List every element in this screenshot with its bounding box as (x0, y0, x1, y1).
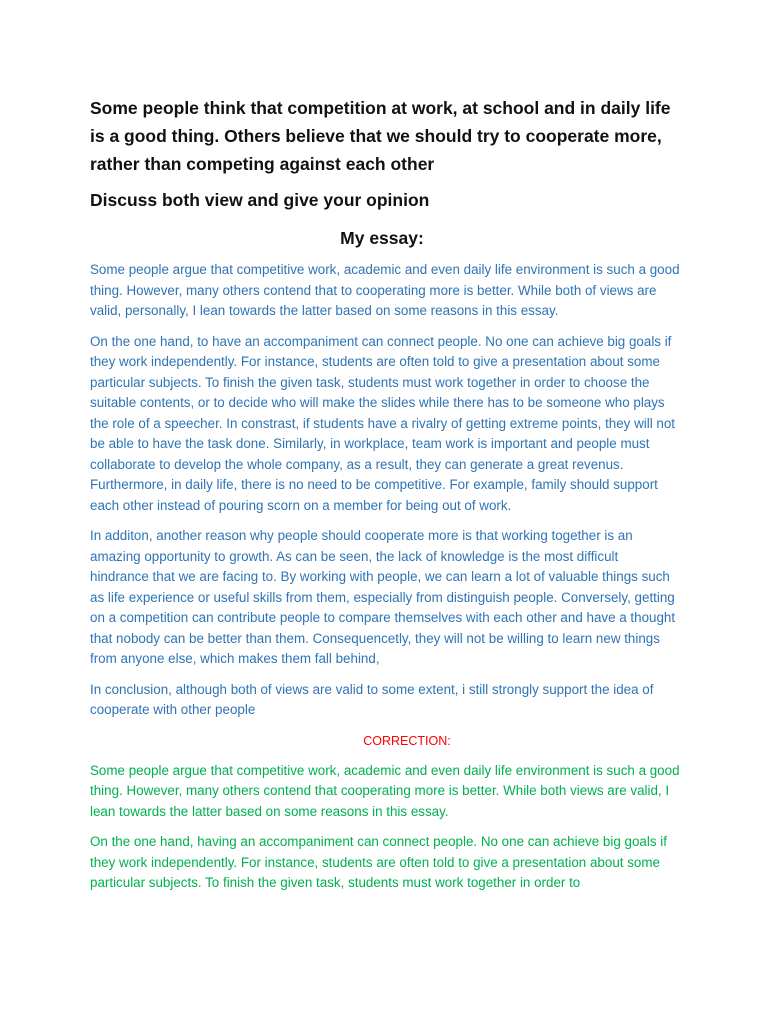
correction-paragraph-body-1: On the one hand, having an accompaniment can connect people. No one can achieve big goals if they work independently. For instance, students are often told to give a presentation about some particular subjects. To finish the given task, students must work together in order to (90, 834, 667, 890)
essay-paragraph-body-2: In additon, another reason why people should cooperate more is that working together is an amazing opportunity to growth. As can be seen, the lack of knowledge is the most difficult hindrance that we are facing to. By working with people, we can learn a lot of valuable things such as life experience or useful skills from them, especially from distinguish people. Conversely, getting on a competition can contribute people to compare themselves with each other and have a thought that nobody can be better than them. Consequencetly, they will not be willing to learn new things from anyone else, which makes them fall behind, (90, 528, 676, 666)
document-page (90, 94, 680, 904)
essay-prompt: Some people think that competition at work, at school and in daily life is a good thing. Others believe that we should try to cooperate more, rather than competing against each other (90, 98, 671, 174)
correction-label: CORRECTION: (363, 733, 451, 748)
essay-paragraph-intro: Some people argue that competitive work, academic and even daily life environment is such a good thing. However, many others contend that to cooperating more is better. While both of views are valid, personally, I lean towards the latter based on some reasons in this essay. (90, 262, 680, 318)
essay-paragraph-conclusion: In conclusion, although both of views are valid to some extent, i still strongly support the idea of cooperate with other people (90, 681, 654, 717)
correction-paragraph-intro: Some people argue that competitive work, academic and even daily life environment is such a good thing. However, many others contend that cooperating more is better. While both views are valid, I lean towards the latter based on some reasons in this essay. (90, 762, 680, 819)
essay-instruction: Discuss both view and give your opinion (90, 190, 430, 210)
essay-heading: My essay: (340, 228, 424, 248)
essay-paragraph-body-1: On the one hand, to have an accompaniment can connect people. No one can achieve big goals if they work independently. For instance, students are often told to give a presentation about some particular subjects. To finish the given task, students must work together in order to choose the suitable contents, or to decide who will make the slides while there has to be someone who plays the role of a speecher. In constrast, if students have a rivalry of getting extreme points, they will not be able to have the task done. Similarly, in workplace, team work is important and people must collaborate to develop the whole company, as a result, they can generate a great revenus. Furthermore, in daily life, there is no need to be competitive. For example, family should support each other instead of pouring scorn on a member for being out of work. (90, 333, 676, 513)
